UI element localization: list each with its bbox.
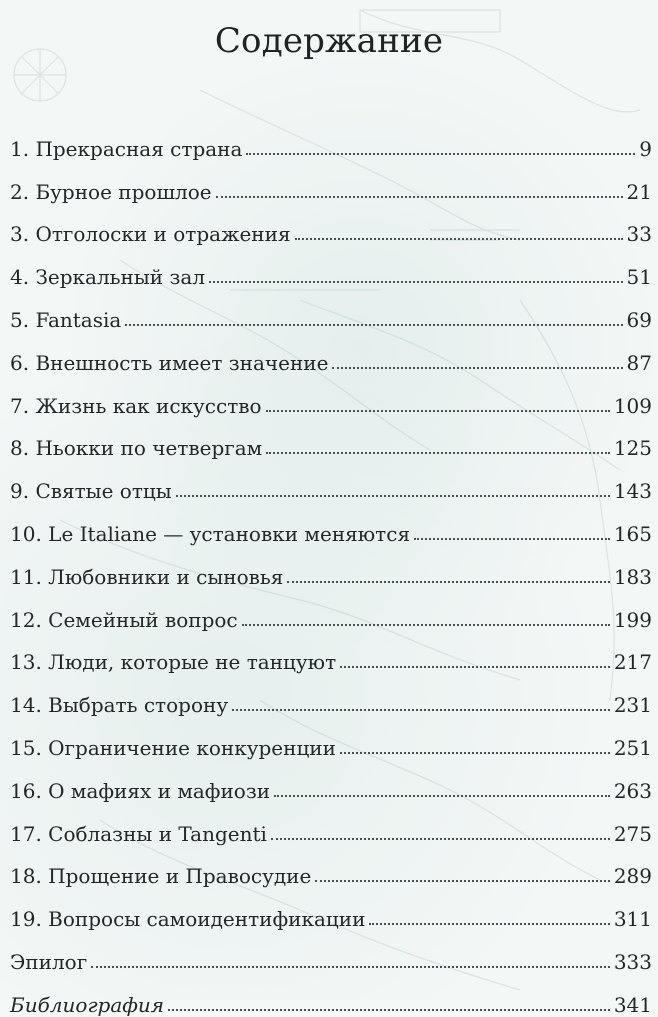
toc-entry-page: 231 <box>613 693 652 718</box>
toc-entry-page: 199 <box>613 607 652 632</box>
dot-leader <box>176 495 610 497</box>
toc-entry-page: 183 <box>613 564 652 589</box>
page-title: Содержание <box>214 21 444 61</box>
toc-entry-label: 2. Бурное прошлое <box>10 179 212 204</box>
toc-entry-page: 165 <box>613 521 652 546</box>
toc-entry-label: 19. Вопросы самоидентификации <box>10 907 366 932</box>
toc-entry-label: 3. Отголоски и отражения <box>10 222 291 247</box>
dot-leader <box>216 196 623 198</box>
toc-entry-label: Эпилог <box>10 949 88 974</box>
dot-leader <box>369 923 609 925</box>
dot-leader <box>246 153 635 155</box>
table-of-contents <box>0 118 658 1017</box>
toc-entry[interactable] <box>0 760 658 803</box>
toc-entry[interactable] <box>0 974 658 1017</box>
toc-entry[interactable] <box>0 375 658 418</box>
toc-entry[interactable] <box>0 846 658 889</box>
toc-entry[interactable] <box>0 289 658 332</box>
dot-leader <box>242 624 610 626</box>
toc-entry-page: 143 <box>613 479 652 504</box>
toc-entry-page: 9 <box>639 136 652 161</box>
dot-leader <box>91 966 610 968</box>
toc-entry-label: 5. Fantasia <box>10 307 122 332</box>
toc-entry-label: 1. Прекрасная страна <box>10 136 243 161</box>
toc-entry-label: 7. Жизнь как искусство <box>10 393 262 418</box>
toc-entry-label: 8. Ньокки по четвергам <box>10 436 263 461</box>
toc-entry-page: 263 <box>613 778 652 803</box>
toc-entry-label: Библиография <box>10 992 165 1017</box>
dot-leader <box>295 238 623 240</box>
toc-entry-page: 217 <box>613 650 652 675</box>
toc-entry[interactable] <box>0 246 658 289</box>
dot-leader <box>332 367 622 369</box>
toc-entry[interactable] <box>0 717 658 760</box>
toc-entry[interactable] <box>0 803 658 846</box>
toc-entry-label: 6. Внешность имеет значение <box>10 350 329 375</box>
dot-leader <box>266 410 610 412</box>
toc-entry[interactable] <box>0 632 658 675</box>
dot-leader <box>340 666 610 668</box>
toc-entry[interactable] <box>0 546 658 589</box>
dot-leader <box>315 880 609 882</box>
dot-leader <box>274 795 610 797</box>
toc-entry[interactable] <box>0 460 658 503</box>
toc-entry-label: 13. Люди, которые не танцуют <box>10 650 337 675</box>
dot-leader <box>414 538 610 540</box>
toc-entry-page: 341 <box>613 992 652 1017</box>
dot-leader <box>340 752 610 754</box>
toc-entry-label: 12. Семейный вопрос <box>10 607 238 632</box>
toc-entry-page: 311 <box>613 907 652 932</box>
dot-leader <box>209 281 623 283</box>
toc-entry-page: 21 <box>626 179 652 204</box>
toc-entry-page: 87 <box>626 350 652 375</box>
toc-entry-page: 69 <box>626 307 652 332</box>
toc-entry[interactable] <box>0 888 658 931</box>
toc-entry-label: 11. Любовники и сыновья <box>10 564 284 589</box>
toc-entry-label: 16. О мафиях и мафиози <box>10 778 271 803</box>
toc-entry[interactable] <box>0 161 658 204</box>
toc-entry[interactable] <box>0 589 658 632</box>
toc-entry-label: 10. Le Italiane — установки меняются <box>10 521 411 546</box>
dot-leader <box>168 1009 610 1011</box>
toc-entry[interactable] <box>0 204 658 247</box>
toc-entry-page: 275 <box>613 821 652 846</box>
toc-entry[interactable] <box>0 503 658 546</box>
toc-entry-label: 15. Ограничение конкуренции <box>10 735 336 760</box>
toc-entry-page: 125 <box>613 436 652 461</box>
toc-entry-page: 51 <box>626 265 652 290</box>
toc-entry-page: 109 <box>613 393 652 418</box>
toc-entry-label: 9. Святые отцы <box>10 479 172 504</box>
toc-entry-page: 333 <box>613 949 652 974</box>
toc-entry-label: 4. Зеркальный зал <box>10 265 206 290</box>
toc-entry[interactable] <box>0 931 658 974</box>
toc-entry-label: 14. Выбрать сторону <box>10 693 229 718</box>
dot-leader <box>125 324 622 326</box>
toc-entry[interactable] <box>0 674 658 717</box>
dot-leader <box>266 452 610 454</box>
toc-entry-page: 289 <box>613 864 652 889</box>
toc-entry-label: 18. Прощение и Правосудие <box>10 864 312 889</box>
toc-entry[interactable] <box>0 332 658 375</box>
dot-leader <box>271 838 610 840</box>
dot-leader <box>232 709 610 711</box>
dot-leader <box>287 581 609 583</box>
toc-entry[interactable] <box>0 118 658 161</box>
toc-entry-page: 251 <box>613 735 652 760</box>
toc-entry-page: 33 <box>626 222 652 247</box>
toc-entry-label: 17. Соблазны и Tangenti <box>10 821 267 846</box>
toc-entry[interactable] <box>0 418 658 461</box>
